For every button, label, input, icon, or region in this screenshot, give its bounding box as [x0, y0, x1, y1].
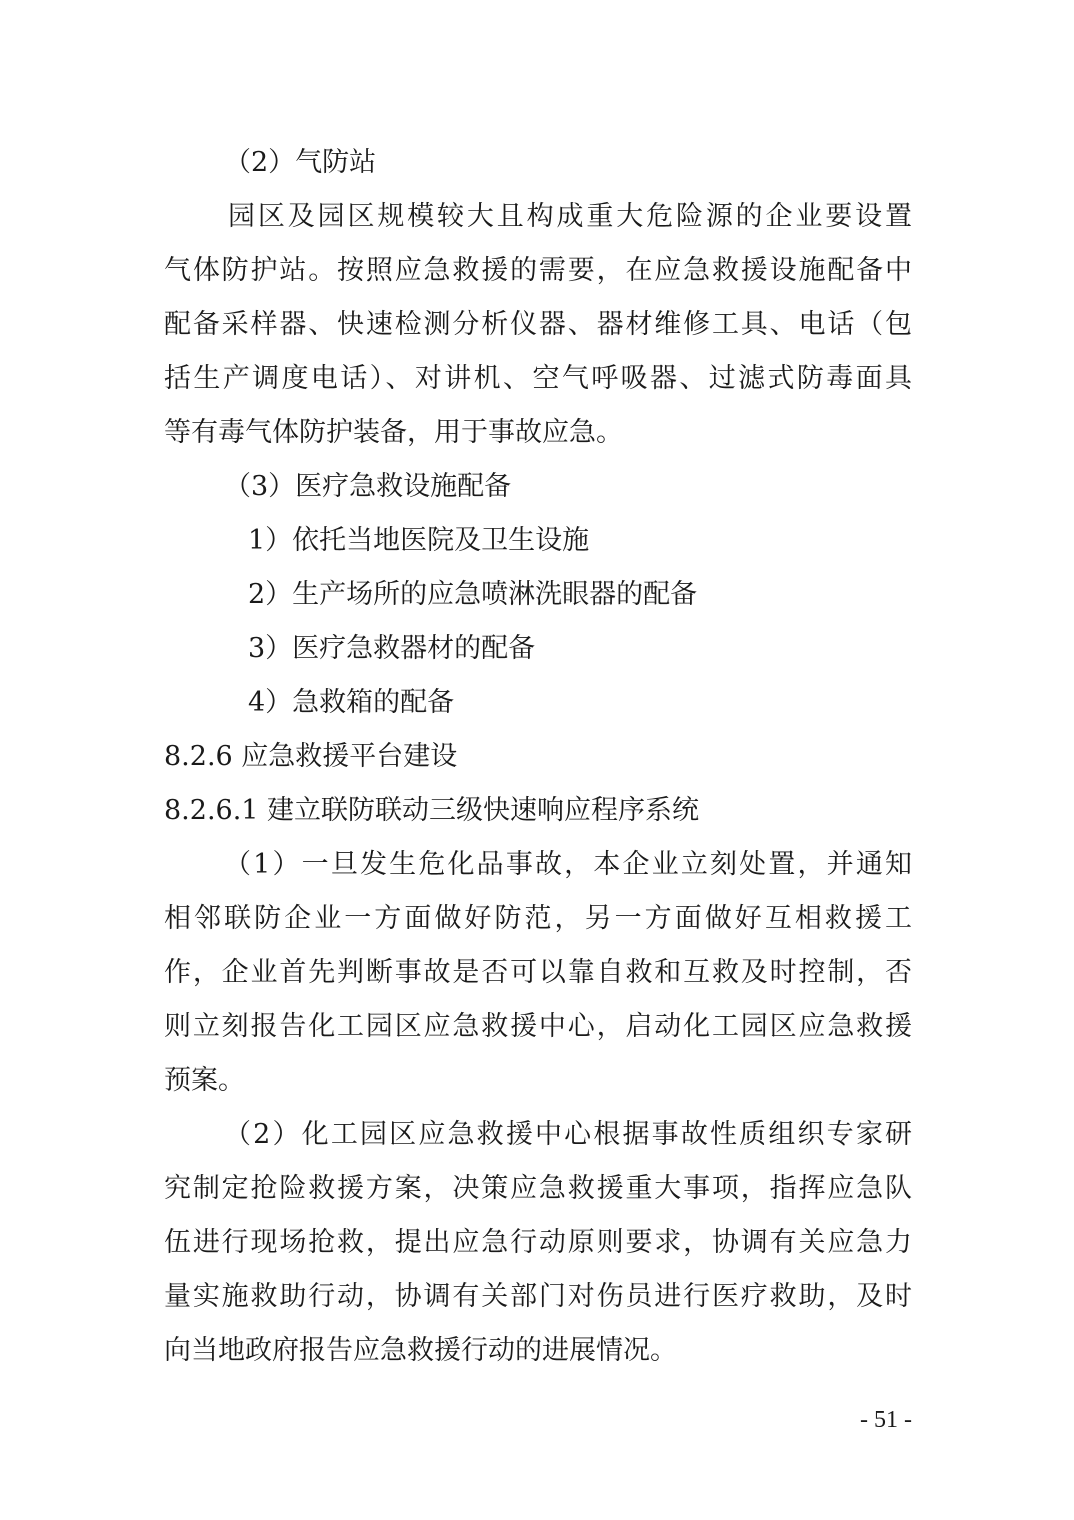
list-item: 3）医疗急救器材的配备: [248, 633, 536, 664]
list-item: 4）急救箱的配备: [248, 687, 455, 718]
paragraph-line: 向当地政府报告应急救援行动的进展情况。: [164, 1335, 677, 1366]
paragraph-line: 量实施救助行动，协调有关部门对伤员进行医疗救助，及时: [164, 1281, 912, 1312]
paragraph-line: 则立刻报告化工园区应急救援中心，启动化工园区应急救援: [164, 1011, 912, 1042]
paragraph-line: 等有毒气体防护装备，用于事故应急。: [164, 417, 623, 448]
paragraph-line: 相邻联防企业一方面做好防范，另一方面做好互相救援工: [164, 903, 912, 934]
paragraph-line: 园区及园区规模较大且构成重大危险源的企业要设置: [228, 201, 912, 232]
list-item: 2）生产场所的应急喷淋洗眼器的配备: [248, 579, 698, 610]
list-item: 1）依托当地医院及卫生设施: [248, 525, 590, 556]
paragraph-line: 作，企业首先判断事故是否可以靠自救和互救及时控制，否: [164, 957, 912, 988]
subsection-heading: 8.2.6.1 建立联防联动三级快速响应程序系统: [164, 795, 700, 826]
section-heading: 8.2.6 应急救援平台建设: [164, 741, 458, 772]
subheading-medical-facilities: （3）医疗急救设施配备: [224, 471, 512, 502]
paragraph-line: 配备采样器、快速检测分析仪器、器材维修工具、电话（包: [164, 309, 912, 340]
page-number: - 51 -: [860, 1407, 912, 1433]
paragraph-line: 预案。: [164, 1065, 245, 1096]
paragraph-line: （1）一旦发生危化品事故，本企业立刻处置，并通知: [224, 849, 912, 880]
subheading-gas-defense-station: （2）气防站: [224, 147, 377, 178]
paragraph-line: 伍进行现场抢救，提出应急行动原则要求，协调有关应急力: [164, 1227, 912, 1258]
paragraph-line: 气体防护站。按照应急救援的需要，在应急救援设施配备中: [164, 255, 912, 286]
paragraph-line: （2）化工园区应急救援中心根据事故性质组织专家研: [224, 1119, 912, 1150]
paragraph-line: 括生产调度电话）、对讲机、空气呼吸器、过滤式防毒面具: [164, 363, 912, 394]
paragraph-line: 究制定抢险救援方案，决策应急救援重大事项，指挥应急队: [164, 1173, 912, 1204]
